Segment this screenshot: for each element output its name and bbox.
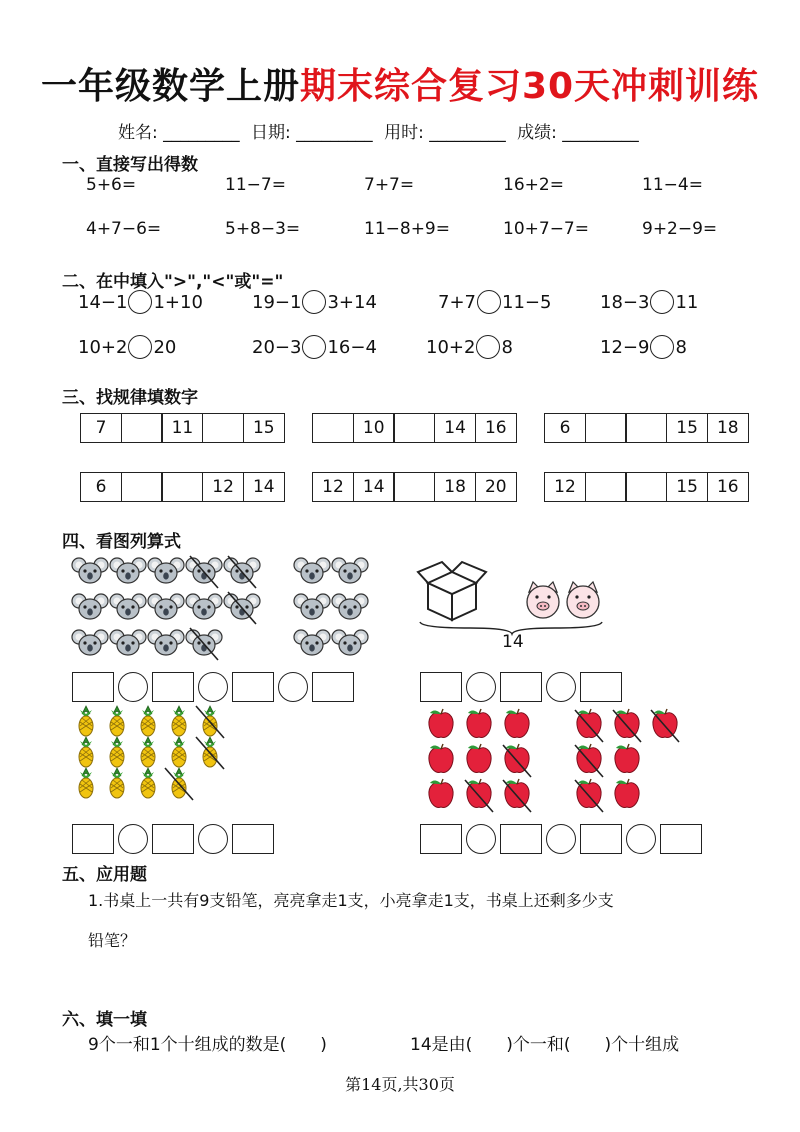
- koala-icon-crossed: [186, 628, 222, 660]
- answer-box[interactable]: [312, 672, 354, 702]
- operator-circle[interactable]: [466, 824, 496, 854]
- sequence-cell[interactable]: 6: [80, 472, 122, 502]
- sequence-cell[interactable]: 15: [666, 413, 708, 443]
- calc-item: 10+7−7=: [503, 219, 589, 239]
- apple-icon-crossed: [651, 709, 679, 742]
- answer-box[interactable]: [152, 672, 194, 702]
- answer-row: [420, 824, 702, 854]
- fill-question[interactable]: 9个一和1个十组成的数是( ): [88, 1035, 327, 1055]
- sequence-cell[interactable]: 12: [312, 472, 354, 502]
- pineapple-icon: [172, 737, 186, 767]
- operator-circle[interactable]: [626, 824, 656, 854]
- koala-icon: [110, 558, 146, 583]
- sequence-cell[interactable]: 7: [80, 413, 122, 443]
- compare-item: 12−9 8: [600, 336, 687, 358]
- pineapple-icon: [110, 706, 124, 736]
- calc-item: 9+2−9=: [642, 219, 718, 239]
- koala-icon: [72, 594, 108, 619]
- pineapple-icon-crossed: [165, 768, 193, 800]
- koala-icon-crossed: [186, 556, 222, 588]
- pineapple-icon: [141, 768, 155, 798]
- score-field[interactable]: 成绩: _________: [517, 123, 639, 143]
- calc-item: 16+2=: [503, 175, 564, 195]
- sequence-cell[interactable]: 15: [243, 413, 285, 443]
- koala-icon: [148, 558, 184, 583]
- answer-row: [420, 672, 622, 702]
- sequence-cell[interactable]: 15: [666, 472, 708, 502]
- title-black: 一年级数学上册: [40, 66, 300, 107]
- compare-item: 14−1 1+10: [78, 291, 203, 313]
- apple-icon-crossed: [575, 744, 603, 777]
- box-icon: [418, 562, 486, 620]
- apple-icon-crossed: [503, 779, 531, 812]
- calc-item: 4+7−6=: [86, 219, 162, 239]
- section1-heading: 一、直接写出得数: [62, 155, 198, 175]
- sequence-cell[interactable]: 18: [707, 413, 749, 443]
- compare-item: 10+2 20: [78, 336, 177, 358]
- pig-icon: [567, 582, 599, 618]
- answer-box[interactable]: [580, 824, 622, 854]
- sequence-cell[interactable]: 10: [353, 413, 395, 443]
- koala-icon: [332, 630, 368, 655]
- section5-heading: 五、应用题: [62, 865, 147, 885]
- sequence-cell[interactable]: 14: [243, 472, 285, 502]
- koala-group: [294, 558, 368, 655]
- sequence-cell[interactable]: 11: [161, 413, 203, 443]
- apple-icon: [467, 709, 491, 737]
- sequence-cell[interactable]: 16: [475, 413, 517, 443]
- compare-item: 18−3 11: [600, 291, 699, 313]
- sequence-cell[interactable]: 14: [434, 413, 476, 443]
- koala-icon: [332, 558, 368, 583]
- pineapple-icon: [79, 706, 93, 736]
- calc-item: 11−4=: [642, 175, 703, 195]
- sequence-cell[interactable]: 14: [353, 472, 395, 502]
- pineapple-icon: [141, 737, 155, 767]
- calc-item: 7+7=: [364, 175, 415, 195]
- koala-group: [72, 556, 260, 660]
- operator-circle[interactable]: [546, 824, 576, 854]
- operator-circle[interactable]: [466, 672, 496, 702]
- koala-icon-crossed: [224, 592, 260, 624]
- koala-icon: [110, 594, 146, 619]
- section3-heading: 三、找规律填数字: [62, 388, 198, 408]
- total-label: 14: [502, 632, 524, 652]
- pineapple-icon: [79, 737, 93, 767]
- operator-circle[interactable]: [198, 824, 228, 854]
- fill-question[interactable]: 14是由( )个一和( )个十组成: [410, 1035, 680, 1055]
- koala-icon: [110, 630, 146, 655]
- section2-heading: 二、在中填入">","<"或"=": [62, 272, 284, 292]
- apple-icon: [505, 709, 529, 737]
- answer-row: [72, 824, 274, 854]
- koala-icon: [148, 630, 184, 655]
- sequence-cell[interactable]: 20: [475, 472, 517, 502]
- section4-heading: 四、看图列算式: [62, 532, 181, 552]
- apple-icon-crossed: [575, 709, 603, 742]
- compare-item: 20−3 16−4: [252, 336, 377, 358]
- answer-box[interactable]: [580, 672, 622, 702]
- koala-icon: [148, 594, 184, 619]
- apple-icon: [429, 779, 453, 807]
- operator-circle[interactable]: [198, 672, 228, 702]
- answer-box[interactable]: [500, 672, 542, 702]
- apple-icon-crossed: [503, 744, 531, 777]
- apple-group: [575, 709, 679, 812]
- section6-heading: 六、填一填: [62, 1010, 147, 1030]
- pineapple-group: [79, 706, 224, 800]
- apple-icon: [429, 744, 453, 772]
- koala-icon: [294, 558, 330, 583]
- answer-box[interactable]: [420, 824, 462, 854]
- apple-icon-crossed: [465, 779, 493, 812]
- answer-box[interactable]: [72, 824, 114, 854]
- answer-box[interactable]: [72, 672, 114, 702]
- operator-circle[interactable]: [278, 672, 308, 702]
- calc-item: 11−7=: [225, 175, 286, 195]
- pig-icon: [527, 582, 559, 618]
- sequence-cell[interactable]: 16: [707, 472, 749, 502]
- time-field[interactable]: 用时: _________: [384, 123, 506, 143]
- answer-box[interactable]: [420, 672, 462, 702]
- page-footer: 第14页,共30页: [345, 1075, 455, 1094]
- pineapple-icon: [110, 768, 124, 798]
- word-problem-line: 1.书桌上一共有9支铅笔，亮亮拿走1支，小亮拿走1支，书桌上还剩多少支: [88, 891, 614, 910]
- word-problem-line: 铅笔？: [88, 931, 137, 950]
- apple-icon: [467, 744, 491, 772]
- pineapple-icon-crossed: [196, 706, 224, 738]
- apple-group: [429, 709, 531, 812]
- answer-box[interactable]: [500, 824, 542, 854]
- apple-icon: [615, 744, 639, 772]
- date-field[interactable]: 日期: _________: [251, 123, 373, 143]
- apple-icon-crossed: [613, 709, 641, 742]
- apple-icon: [615, 779, 639, 807]
- koala-icon: [72, 558, 108, 583]
- answer-box[interactable]: [152, 824, 194, 854]
- apple-icon: [429, 709, 453, 737]
- sequence-cell[interactable]: 12: [544, 472, 586, 502]
- operator-circle[interactable]: [118, 672, 148, 702]
- pineapple-icon: [141, 706, 155, 736]
- koala-icon: [294, 594, 330, 619]
- calc-item: 11−8+9=: [364, 219, 450, 239]
- sequence-cell[interactable]: 12: [202, 472, 244, 502]
- compare-item: 10+2 8: [426, 336, 513, 358]
- apple-icon-crossed: [575, 779, 603, 812]
- koala-icon: [294, 630, 330, 655]
- name-field[interactable]: 姓名: _________: [118, 123, 240, 143]
- compare-item: 19−1 3+14: [252, 291, 377, 313]
- pineapple-icon: [79, 768, 93, 798]
- pineapple-icon: [172, 706, 186, 736]
- operator-circle[interactable]: [118, 824, 148, 854]
- koala-icon-crossed: [224, 556, 260, 588]
- koala-icon: [186, 594, 222, 619]
- compare-item: 7+7 11−5: [438, 291, 552, 313]
- answer-box[interactable]: [660, 824, 702, 854]
- operator-circle[interactable]: [546, 672, 576, 702]
- koala-icon: [72, 630, 108, 655]
- answer-box[interactable]: [232, 824, 274, 854]
- answer-box[interactable]: [232, 672, 274, 702]
- calc-item: 5+8−3=: [225, 219, 301, 239]
- sequence-cell[interactable]: 18: [434, 472, 476, 502]
- title-red: 期末综合复习30天冲刺训练: [299, 66, 760, 107]
- answer-row: [72, 672, 354, 702]
- pineapple-icon-crossed: [196, 737, 224, 769]
- koala-icon: [332, 594, 368, 619]
- calc-item: 5+6=: [86, 175, 137, 195]
- pineapple-icon: [110, 737, 124, 767]
- sequence-cell[interactable]: 6: [544, 413, 586, 443]
